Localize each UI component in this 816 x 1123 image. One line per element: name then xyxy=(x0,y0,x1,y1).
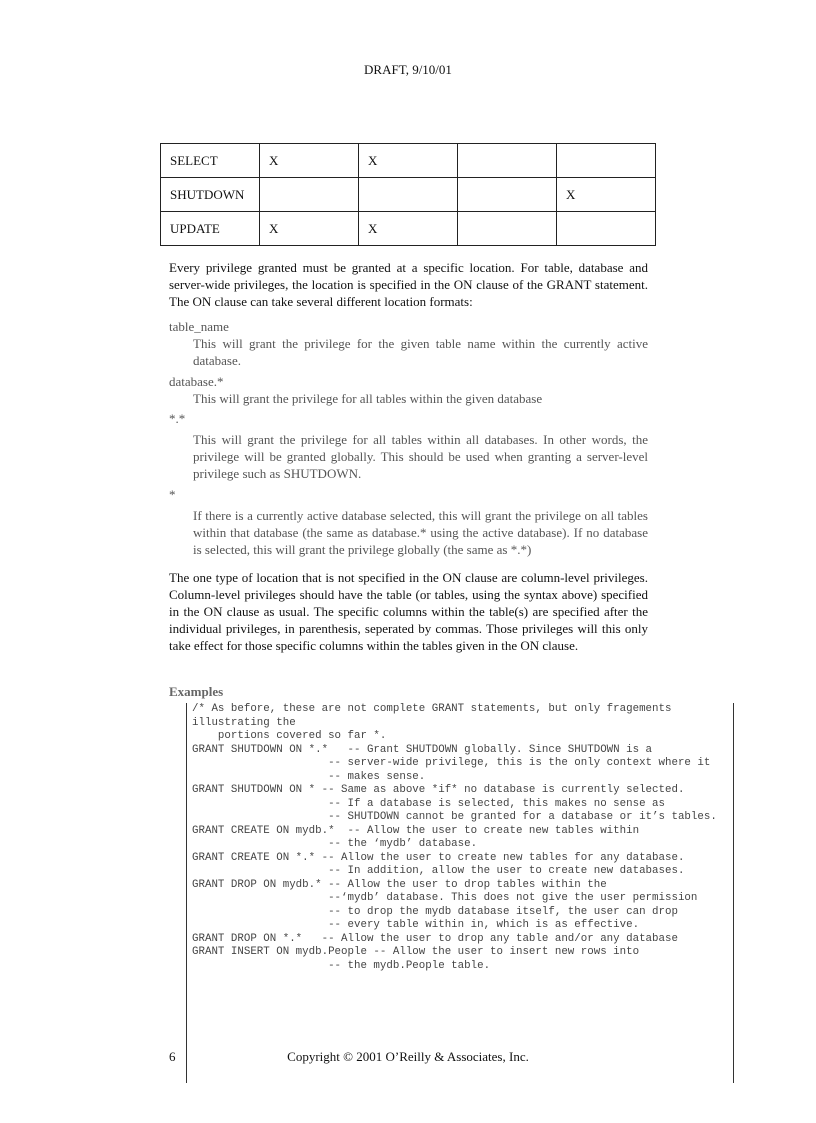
table-cell: SELECT xyxy=(161,144,260,178)
privilege-table xyxy=(160,143,656,246)
format-term: database.* xyxy=(169,374,224,389)
code-listing: /* As before, these are not complete GRANT statements, but only fragements illustrating the portions covered so far *. GRANT SHUTDOWN ON *.* -- Grant SHUTDOWN globally. Since SHUTDOWN is a -- server-wide privilege, this is the only context where it -- makes sense. GRANT SHUTDOWN ON * -- Same as above *if* no database is currently selected. -- If a database is selected, this makes no sense as -- SHUTDOWN cannot be granted for a database or it’s tables. GRANT CREATE ON mydb.* -- Allow the user to create new tables within -- the ‘mydb’ database. GRANT CREATE ON *.* -- Allow the user to create new tables for any database. -- In addition, allow the user to create new databases. GRANT DROP ON mydb.* -- Allow the user to drop tables within the --‘mydb’ database. This does not give the user permission -- to drop the mydb database itself, the user can drop -- every table within in, which is as effective. GRANT DROP ON *.* -- Allow the user to drop any table and/or any database GRANT INSERT ON mydb.People -- Allow the user to insert new rows into -- the mydb.People table. xyxy=(192,703,717,972)
table-cell xyxy=(458,212,557,246)
table-cell xyxy=(458,144,557,178)
column-level-paragraph: The one type of location that is not specified in the ON clause are column-level privileges. Column-level privileges should have the table (or tables, using the syntax above) specified in the ON clause as usual. The specific columns within the table(s) are specified after the individual privileges, in parenthesis, seperated by commas. Those privileges will this only take effect for those specific columns within the tables given in the ON clause. xyxy=(169,570,648,653)
page-number: 6 xyxy=(169,1049,176,1064)
format-definition: This will grant the privilege for all tables within the given database xyxy=(193,391,543,406)
format-term: * xyxy=(169,487,176,502)
location-format-database xyxy=(169,373,648,407)
table-cell: UPDATE xyxy=(161,212,260,246)
table-cell: X xyxy=(260,212,359,246)
format-definition: This will grant the privilege for all tables within all databases. In other words, the privilege will be granted globally. This should be used when granting a server-level privilege such as SHUTDOWN. xyxy=(193,432,648,481)
table-row xyxy=(161,144,656,178)
table-cell: X xyxy=(359,144,458,178)
table-cell xyxy=(260,178,359,212)
code-example-block xyxy=(186,703,734,1083)
examples-heading: Examples xyxy=(169,684,224,699)
table-cell xyxy=(359,178,458,212)
copyright-notice: Copyright © 2001 O’Reilly & Associates, Inc. xyxy=(287,1049,529,1064)
table-row xyxy=(161,178,656,212)
format-definition: This will grant the privilege for the given table name within the currently active database. xyxy=(193,336,648,368)
format-definition: If there is a currently active database selected, this will grant the privilege on all tables within that database (the same as database.* using the active database). If no database is selected, this will grant the privilege globally (the same as *.*) xyxy=(193,508,648,557)
table-cell: X xyxy=(557,178,656,212)
format-term: *.* xyxy=(169,411,186,426)
location-format-global xyxy=(169,410,648,482)
table-cell xyxy=(458,178,557,212)
table-row xyxy=(161,212,656,246)
table-cell: X xyxy=(260,144,359,178)
table-cell: X xyxy=(359,212,458,246)
location-format-table-name xyxy=(169,318,648,369)
table-cell: SHUTDOWN xyxy=(161,178,260,212)
table-cell xyxy=(557,212,656,246)
page-header: DRAFT, 9/10/01 xyxy=(364,62,452,77)
format-term: table_name xyxy=(169,319,229,334)
location-format-current xyxy=(169,486,648,558)
intro-paragraph: Every privilege granted must be granted at a specific location. For table, database and server-wide privileges, the location is specified in the ON clause of the GRANT statement. The ON clause can take several different location formats: xyxy=(169,260,648,309)
table-cell xyxy=(557,144,656,178)
